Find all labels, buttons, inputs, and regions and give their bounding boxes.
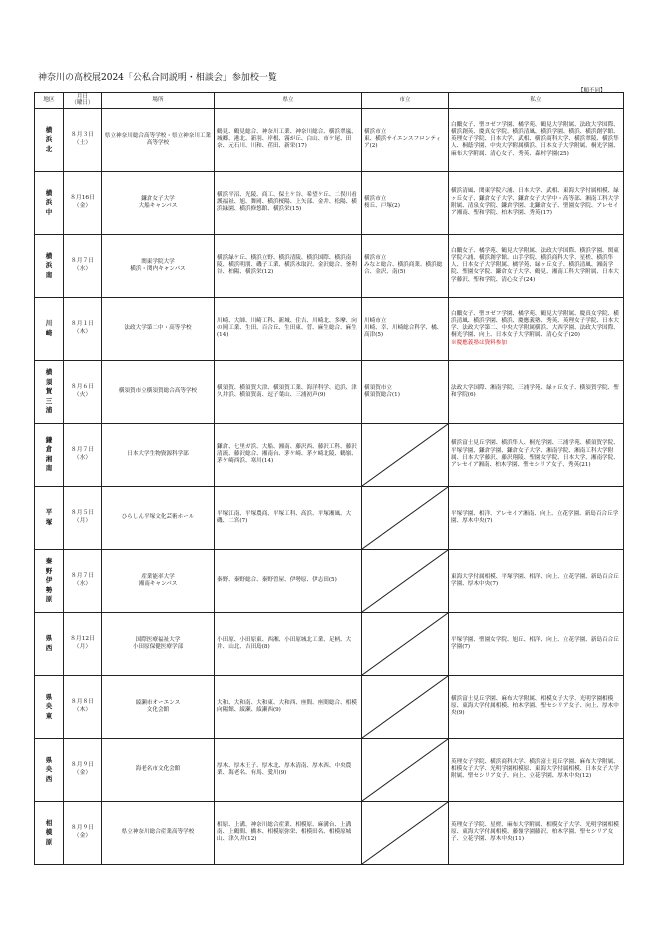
private-schools-cell [449, 423, 624, 486]
table-row [35, 612, 624, 675]
prefectural-schools-cell: 鶴見、鶴見総合、神奈川工業、神奈川総合、横浜翠嵐、城郷、港北、新羽、岸根、霧が丘、白山、市ケ尾、田奈、元石川、川和、荏田、新栄(17) [215, 108, 362, 171]
venue-cell: 綾瀬市オーエンス 文化会館 [102, 675, 215, 738]
private-schools-cell [449, 297, 624, 360]
table-row [35, 549, 624, 612]
table-row [35, 675, 624, 738]
private-schools-text: 白鵬女子、聖ヨゼフ学園、橘学苑、鶴見大学附属、慶真女学院、横浜清風、横浜学園、横浜、慶應義塾、秀英、英理女子学院、日本大学、法政大学第二、中央大学附属横浜、大西学園、法政大学国際、桐光学園、向上、日本女子大学附属、清心女子(20) [451, 310, 619, 339]
table-row [35, 234, 624, 297]
diagonal-line [362, 424, 448, 486]
venue-cell: ひらしん平塚文化芸術ホール [102, 486, 215, 549]
diagonal-slash-icon [362, 613, 448, 675]
municipal-empty-cell [362, 612, 449, 675]
prefectural-schools-cell: 川崎、大師、川崎工科、新城、住吉、川崎北、多摩、向の岡工業、生田、百合丘、生田東、菅、麻生総合、麻生(14) [215, 297, 362, 360]
prefectural-schools-cell: 平塚江南、平塚農商、平塚工科、高浜、平塚湘風、大磯、二宮(7) [215, 486, 362, 549]
header-prefectural: 県立 [215, 93, 362, 109]
venue-cell: 県立神奈川総合産業高等学校 [102, 801, 215, 864]
date-cell: ８月12日 （月） [64, 612, 102, 675]
date-cell: ８月６日 （火） [64, 360, 102, 423]
date-cell: ８月８日 （木） [64, 675, 102, 738]
diagonal-slash-icon [362, 676, 448, 738]
private-schools-text: 白鵬女子、橘学苑、鶴見大学附属、法政大学国際、横浜学園、関東学院六浦、横浜創学館、山手学院、横浜商科大学、星槎、横浜隼人、日本女子大学附属、橘学苑、緑ヶ丘女子、横浜清風、湘南学院、聖園女学院、鎌倉女子大学、鶴見、湘南工科大学附属、日本大学藤沢、聖和学院、清心女子(24) [451, 247, 619, 283]
header-date: 月日 （曜日） [64, 93, 102, 109]
header-private: 私立 [449, 93, 624, 109]
region-cell: 相 模 原 [35, 801, 64, 864]
date-cell: ８月９日 （金） [64, 738, 102, 801]
venue-cell: 関東学院大学 横浜・関内キャンパス [102, 234, 215, 297]
venue-cell: 日本大学生物資源科学部 [102, 423, 215, 486]
private-schools-text: 英理女子学院、横浜商科大学、横浜富士見丘学園、麻布大学附属、相模女子大学、光明学園相模原、東海大学付属相模、日本女子大学附属、聖セシリア女子、向上、立花学園、厚木中央(12) [451, 758, 619, 780]
municipal-empty-cell [362, 738, 449, 801]
prefectural-schools-cell: 横浜平沼、光陵、商工、保土ケ谷、希望ケ丘、二俣川看護福祉、旭、舞岡、横浜桜陽、上矢部、金井、松陽、横浜緑園、横浜修悠館、横浜栄(15) [215, 171, 362, 234]
region-cell: 横 浜 南 [35, 234, 64, 297]
participating-schools-table [34, 92, 624, 865]
table-row [35, 486, 624, 549]
region-cell: 横 須 賀 三 浦 [35, 360, 64, 423]
date-cell: ８月１日 （木） [64, 297, 102, 360]
municipal-schools-cell: 横浜市立 東、横浜サイエンスフロンティア(2) [362, 108, 449, 171]
diagonal-line [362, 613, 448, 675]
municipal-empty-cell [362, 549, 449, 612]
private-schools-cell [449, 360, 624, 423]
table-row [35, 738, 624, 801]
region-cell: 平 塚 [35, 486, 64, 549]
private-schools-cell [449, 549, 624, 612]
prefectural-schools-cell: 鎌倉、七里ガ浜、大船、湘南、藤沢西、藤沢工科、藤沢清流、藤沢総合、湘南台、茅ケ崎、茅ケ崎北陵、鶴嶺、茅ケ崎西浜、寒川(14) [215, 423, 362, 486]
municipal-schools-cell: 横浜市立 みなと総合、横浜商業、横浜総合、金沢、南(5) [362, 234, 449, 297]
private-schools-text: 横浜清風、関東学院六浦、日本大学、武相、東海大学付属相模、緑ヶ丘女子、鎌倉女子大学、鎌倉女子大学中・高等部、湘南工科大学附属、清泉女学院、鎌倉学園、北鎌倉女子、聖園女学院、アレセイア湘南、聖和学院、柏木学園、秀英(17) [451, 188, 619, 217]
private-schools-text: 平塚学園、聖園女学院、旭丘、相洋、向上、立花学園、新島百合丘学園(7) [451, 636, 619, 650]
date-cell: ８月３日 （土） [64, 108, 102, 171]
municipal-empty-cell [362, 801, 449, 864]
private-schools-text: 横浜富士見丘学園、横浜隼人、桐光学園、三浦学苑、横須賀学院、平塚学園、鎌倉学園、鎌倉女子大学、湘南学院、湘南工科大学附属、日本大学藤沢、藤沢翔陵、聖園女学院、日本大学、湘南学院、アレセイア湘南、柏木学園、聖セシリア女子、秀英(21) [451, 440, 619, 469]
region-cell: 秦 野 伊 勢 原 [35, 549, 64, 612]
materials-only-note: ※慶應義塾は資料参加 [451, 339, 507, 346]
region-cell: 県 央 東 [35, 675, 64, 738]
diagonal-line [362, 550, 448, 612]
private-schools-cell [449, 108, 624, 171]
diagonal-line [362, 739, 448, 801]
region-cell: 横 浜 北 [35, 108, 64, 171]
private-schools-cell [449, 801, 624, 864]
private-schools-cell [449, 234, 624, 297]
order-note: 【順不同】 [578, 88, 606, 94]
prefectural-schools-cell: 小田原、小田原東、西湘、小田原城北工業、足柄、大井、山北、吉田島(8) [215, 612, 362, 675]
diagonal-slash-icon [362, 802, 448, 864]
private-schools-text: 平塚学園、相洋、アレセイア湘南、向上、立花学園、新島百合丘学園、厚木中央(7) [451, 510, 619, 524]
date-cell: ８月５日 （月） [64, 486, 102, 549]
header-municipal: 市立 [362, 93, 449, 109]
diagonal-slash-icon [362, 487, 448, 549]
prefectural-schools-cell: 横浜緑ケ丘、横浜立野、横浜清陵、横浜国際、横浜南陵、横浜明朋、磯子工業、横浜氷取沢、金沢総合、釜利谷、柏陽、横浜栄(12) [215, 234, 362, 297]
municipal-schools-cell: 川崎市立 川崎、幸、川崎総合科学、橘、高津(5) [362, 297, 449, 360]
diagonal-slash-icon [362, 424, 448, 486]
venue-cell: 国際医療福祉大学 小田原保健医療学部 [102, 612, 215, 675]
prefectural-schools-cell: 相原、上溝、神奈川総合産業、相模原、麻溝台、上溝南、上鶴間、橋本、相模原弥栄、相模田名、相模原城山、津久井(12) [215, 801, 362, 864]
page-title: 神奈川の高校展2024「公私合同説明・相談会」参加校一覧 [38, 73, 277, 83]
diagonal-slash-icon [362, 739, 448, 801]
table-row [35, 297, 624, 360]
table-row [35, 171, 624, 234]
prefectural-schools-cell: 厚木、厚木王子、厚木北、厚木清南、厚木西、中央農業、海老名、有馬、愛川(9) [215, 738, 362, 801]
municipal-schools-cell: 横浜市立 桜丘、戸塚(2) [362, 171, 449, 234]
private-schools-cell [449, 171, 624, 234]
private-schools-text: 白鵬女子、聖ヨゼフ学園、橘学苑、鶴見大学附属、法政大学国際、横浜創英、慶真女学院、横浜清風、横浜学園、横浜、横浜創学館、英理女子学院、日本大学、武相、横浜商科大学、横浜翠陵、横浜隼人、桐蔭学園、中央大学附属横浜、日本女子大学附属、桐光学園、麻布大学附属、清心女子、秀英、森村学園(25) [451, 121, 619, 157]
table-header-row [35, 93, 624, 109]
venue-cell: 横須賀市立横須賀総合高等学校 [102, 360, 215, 423]
table-row [35, 423, 624, 486]
region-cell: 川 崎 [35, 297, 64, 360]
prefectural-schools-cell: 大和、大和南、大和東、大和西、座間、座間総合、相模向陽館、綾瀬、綾瀬西(9) [215, 675, 362, 738]
municipal-schools-cell: 横須賀市立 横須賀総合(1) [362, 360, 449, 423]
prefectural-schools-cell: 秦野、秦野総合、秦野曽屋、伊勢原、伊志田(5) [215, 549, 362, 612]
region-cell: 県 央 西 [35, 738, 64, 801]
venue-cell: 法政大学第二中・高等学校 [102, 297, 215, 360]
municipal-empty-cell [362, 675, 449, 738]
region-cell: 県 西 [35, 612, 64, 675]
private-schools-text: 法政大学国際、湘南学院、三浦学苑、緑ヶ丘女子、横須賀学院、聖和学院(6) [451, 384, 619, 398]
table-row [35, 108, 624, 171]
date-cell: ８月７日 （水） [64, 423, 102, 486]
date-cell: ８月７日 （水） [64, 549, 102, 612]
private-schools-cell [449, 486, 624, 549]
region-cell: 鎌 倉 湘 南 [35, 423, 64, 486]
prefectural-schools-cell: 横須賀、横須賀大津、横須賀工業、海洋科学、追浜、津久井浜、横須賀南、逗子葉山、三浦初声(9) [215, 360, 362, 423]
venue-cell: 海老名市文化会館 [102, 738, 215, 801]
municipal-empty-cell [362, 486, 449, 549]
diagonal-line [362, 802, 448, 864]
table-row [35, 360, 624, 423]
private-schools-cell [449, 675, 624, 738]
private-schools-text: 横浜富士見丘学園、麻布大学附属、相模女子大学、光明学園相模原、東海大学付属相模、柏木学園、聖セシリア女子、向上、厚木中央(9) [451, 695, 619, 717]
date-cell: ８月９日 （金） [64, 801, 102, 864]
date-cell: ８月７日 （水） [64, 234, 102, 297]
private-schools-cell [449, 612, 624, 675]
diagonal-line [362, 487, 448, 549]
private-schools-cell [449, 738, 624, 801]
venue-cell: 産業能率大学 湘南キャンパス [102, 549, 215, 612]
diagonal-slash-icon [362, 550, 448, 612]
private-schools-text: 東海大学付属相模、平塚学園、相洋、向上、立花学園、新島百合丘学園、厚木中央(7) [451, 573, 619, 587]
header-region: 地区 [35, 93, 64, 109]
diagonal-line [362, 676, 448, 738]
table-row [35, 801, 624, 864]
region-cell: 横 浜 中 [35, 171, 64, 234]
header-venue: 場所 [102, 93, 215, 109]
municipal-empty-cell [362, 423, 449, 486]
venue-cell: 県立神奈川総合高等学校・県立神奈川工業高等学校 [102, 108, 215, 171]
venue-cell: 鎌倉女子大学 大船キャンパス [102, 171, 215, 234]
private-schools-text: 英理女子学院、星槎、麻布大学附属、相模女子大学、光明学園相模原、東海大学付属相模、藤嶺学園藤沢、柏木学園、聖セシリア女子、立花学園、厚木中央(11) [451, 821, 619, 843]
date-cell: ８月16日 （金） [64, 171, 102, 234]
